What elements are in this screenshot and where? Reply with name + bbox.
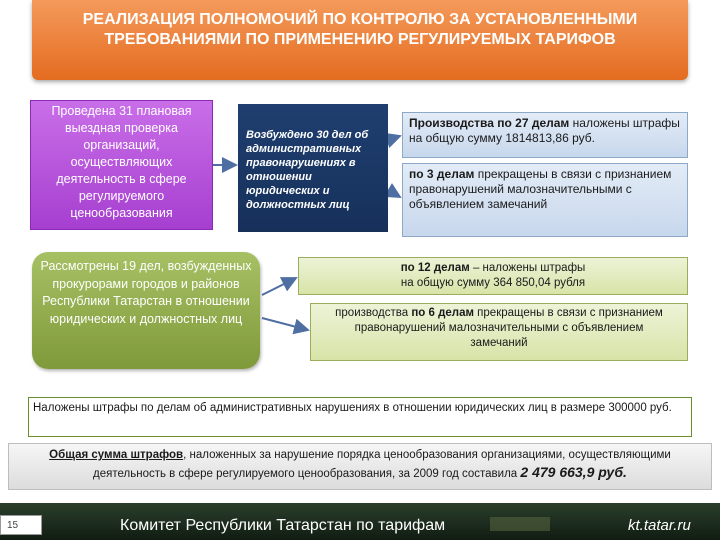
result-terminated-box [402, 163, 688, 237]
total-label: Общая сумма штрафов [49, 449, 184, 461]
inspection-text: Проведена 31 плановая выездная проверка организаций, осуществляющих деятельность в сфере регулируемого ценообразования [51, 104, 192, 220]
total-text-2: деятельность в сфере регулируемого ценообразования, за 2009 год составила [93, 468, 521, 480]
fines-legal-box [28, 397, 692, 437]
page-number: 15 [0, 515, 42, 535]
total-box [8, 443, 712, 490]
prosecutor-fines-box [298, 257, 688, 295]
result-terminated-bold: по 3 делам [409, 167, 475, 181]
prosecutor-fines-text-1: – наложены штрафы [469, 262, 586, 274]
prosecutor-text: Рассмотрены 19 дел, возбужденных прокурорами городов и районов Республики Татарстан в отношении юридических и должностных лиц [40, 259, 252, 326]
arrow-prosecutor-to-terminated [262, 318, 308, 330]
cases-box [238, 104, 388, 232]
prosecutor-box [32, 252, 260, 369]
prosecutor-fines-bold: по 12 делам [400, 262, 470, 274]
arrow-cases-to-terminated [388, 190, 400, 197]
prosecutor-terminated-box [310, 303, 688, 361]
result-terminated-text: прекращены в связи с признанием правонарушений малозначительными с объявлением замечаний [409, 167, 672, 211]
cases-text: Возбуждено 30 дел об административных правонарушениях в отношении юридических и должностных лиц [246, 129, 369, 211]
title-line-2: ТРЕБОВАНИЯМИ ПО ПРИМЕНЕНИЮ РЕГУЛИРУЕМЫХ ТАРИФОВ [104, 31, 616, 48]
arrow-cases-to-fines [388, 136, 400, 140]
total-amount: 2 479 663,9 руб. [520, 464, 627, 480]
title-line-1: РЕАЛИЗАЦИЯ ПОЛНОМОЧИЙ ПО КОНТРОЛЮ ЗА УСТАНОВЛЕННЫМИ [82, 11, 638, 28]
result-fines-text: наложены штрафы на общую сумму 1814813,86 руб. [409, 116, 680, 145]
result-fines-bold: Производства по 27 делам [409, 116, 570, 130]
prosecutor-terminated-bold: по 6 делам [411, 307, 474, 319]
prosecutor-fines-text-2: на общую сумму 364 850,04 рубля [400, 277, 586, 289]
fines-legal-text: Наложены штрафы по делам об административных нарушениях в отношении юридических лиц в размере 300000 руб. [33, 402, 672, 414]
prosecutor-terminated-text-3: замечаний [470, 337, 528, 349]
total-text-1: , наложенных за нарушение порядка ценообразования организациями, осуществляющими [183, 449, 671, 461]
prosecutor-terminated-text-2: правонарушений малозначительными с объявлением [354, 322, 644, 334]
arrow-prosecutor-to-fines [262, 278, 296, 295]
footer-organization: Комитет Республики Татарстан по тарифам [120, 517, 446, 534]
result-fines-box [402, 112, 688, 158]
prosecutor-terminated-pre: производства [335, 307, 412, 319]
footer-decoration [490, 517, 550, 531]
prosecutor-terminated-text-1: прекращены в связи с признанием [473, 307, 663, 319]
inspection-box [30, 100, 213, 230]
footer-url[interactable]: kt.tatar.ru [628, 517, 691, 534]
